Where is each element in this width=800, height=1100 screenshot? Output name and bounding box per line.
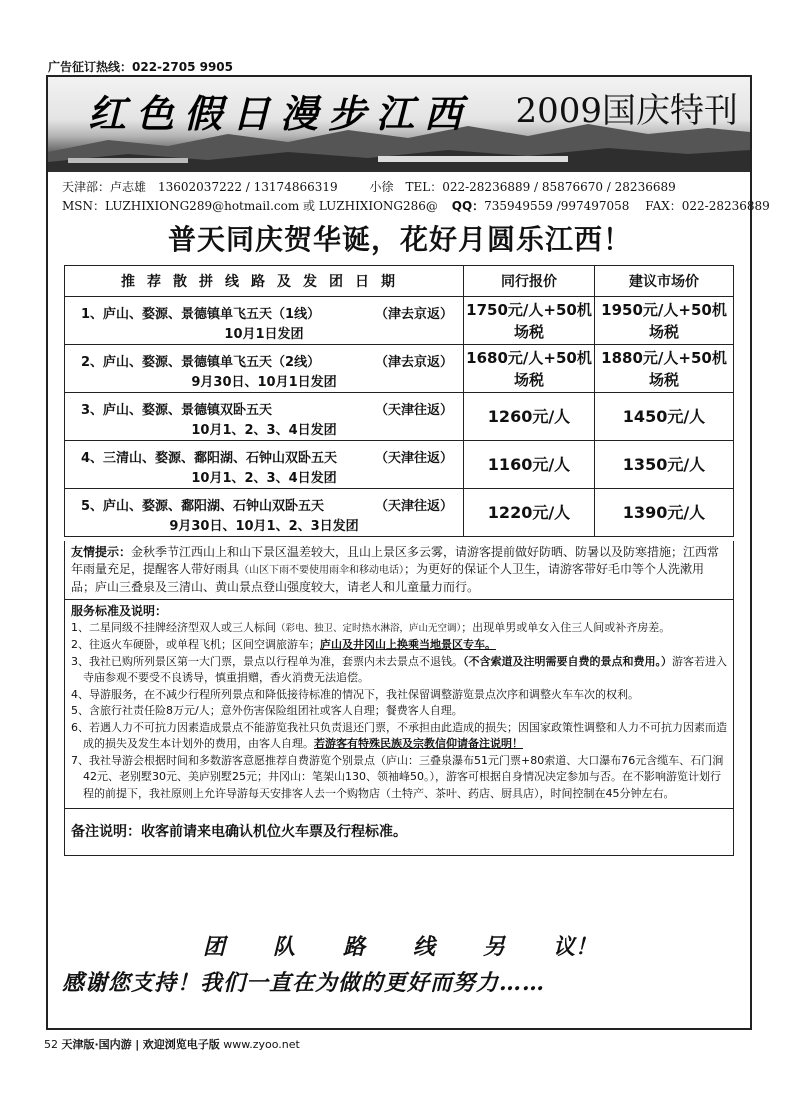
footer-separator: | bbox=[135, 1038, 140, 1051]
route-name: 4、三清山、婺源、鄱阳湖、石钟山双卧五天 bbox=[81, 451, 338, 466]
contact-qq: 735949559 /997497058 bbox=[484, 199, 630, 213]
standard-underlined-text: 若游客有特殊民族及宗教信仰请备注说明！ bbox=[314, 737, 523, 750]
footer-edition: 天津版·国内游 bbox=[61, 1038, 132, 1051]
footer bbox=[44, 1036, 300, 1052]
routes-table bbox=[64, 265, 734, 537]
team-char: 队 bbox=[272, 934, 295, 960]
header-routes: 推荐散拼线路及发团日期 bbox=[65, 266, 464, 297]
friendly-tips bbox=[65, 541, 733, 599]
team-char: 路 bbox=[342, 934, 365, 960]
standards-heading: 服务标准及说明： bbox=[71, 604, 168, 618]
market-price: 1350元/人 bbox=[595, 441, 734, 489]
standard-item bbox=[71, 654, 727, 687]
team-char: 团 bbox=[202, 934, 225, 960]
team-char: 线 bbox=[413, 934, 436, 960]
contact-row-1 bbox=[62, 178, 752, 197]
market-price: 1450元/人 bbox=[595, 393, 734, 441]
route-note: （天津往返） bbox=[374, 403, 453, 418]
banner bbox=[48, 77, 750, 172]
standard-item: 5、含旅行社责任险8万元/人；意外伤害保险组团社或客人自理；餐费客人自理。 bbox=[71, 704, 463, 717]
market-price: 1950元/人+50机场税 bbox=[595, 297, 734, 345]
ad-hotline: 广告征订热线：022-2705 9905 bbox=[48, 60, 234, 74]
contact-row-2 bbox=[62, 197, 770, 216]
peer-price: 1750元/人+50机场税 bbox=[464, 297, 595, 345]
route-note: （津去京返） bbox=[374, 307, 453, 322]
route-name: 3、庐山、婺源、景德镇双卧五天 bbox=[81, 403, 273, 418]
standard-item bbox=[71, 620, 727, 638]
peer-price: 1260元/人 bbox=[464, 393, 595, 441]
route-cell bbox=[65, 345, 464, 393]
peer-price: 1160元/人 bbox=[464, 441, 595, 489]
tips-label: 友情提示： bbox=[71, 545, 132, 559]
table-row bbox=[65, 345, 734, 393]
remark: 备注说明：收客前请来电确认机位火车票及行程标准。 bbox=[65, 808, 733, 855]
standard-item: 7、我社导游会根据时间和多数游客意愿推荐自费游览个别景点（庐山：三叠泉瀑布51元门票+80索道、大口瀑布76元含缆车、石门涧42元、老别墅30元、美庐别墅25元；井冈山：笔架山130、领袖峰50。），游客可根据自身情况决定参加与否。在不影响游览计划行程的前提下，我社原则上允许导游每天安排客人去一个购物店（土特产、茶叶、药店、厨具店），时间控制在45分钟左右。 bbox=[71, 753, 724, 800]
service-standards bbox=[65, 599, 733, 808]
table-row bbox=[65, 441, 734, 489]
tips-text-2: ；为更好的保证个人卫生，请游客带好毛巾等个人洗漱用品；庐山三叠泉及三清山、黄山景点登山强度较大，请老人和儿童量力而行。 bbox=[71, 562, 705, 594]
standard-text: 1、二星同级不挂牌经济型双人或三人标间 bbox=[71, 620, 276, 634]
standard-item bbox=[71, 637, 727, 654]
table-header-row bbox=[65, 266, 734, 297]
thanks-slogan: 感谢您支持！我们一直在为做的更好而努力…… bbox=[62, 970, 546, 996]
contact-xiaoxu: 小徐 TEL：022-28236889 / 85876670 / 28236689 bbox=[369, 180, 676, 194]
standard-item: 4、导游服务，在不减少行程所列景点和降低接待标准的情况下，我社保留调整游览景点次序和调整火车车次的权利。 bbox=[71, 687, 639, 701]
team-route-notice bbox=[0, 930, 800, 961]
headline: 普天同庆贺华诞，花好月圆乐江西！ bbox=[167, 223, 632, 256]
contact-info bbox=[62, 178, 770, 216]
header-peer-price: 同行报价 bbox=[464, 266, 595, 297]
route-date: 10月1、2、3、4日发团 bbox=[191, 423, 337, 438]
standard-bold-text: （不含索道及注明需要自费的景点和费用。） bbox=[463, 654, 672, 668]
contact-fax: FAX：022-28236889 bbox=[645, 199, 770, 213]
page-number: 52 bbox=[44, 1038, 58, 1051]
banner-title: 红色假日漫步江西 bbox=[88, 91, 473, 136]
standard-text: 2、往返火车硬卧，或单程飞机；区间空调旅游车； bbox=[71, 638, 320, 651]
standard-text: ；出现单男或单女入住三人间或补齐房差。 bbox=[461, 620, 671, 634]
contact-msn: MSN：LUZHIXIONG289@hotmail.com 或 LUZHIXIONG286@ bbox=[62, 199, 438, 213]
route-date: 9月30日、10月1日发团 bbox=[191, 375, 337, 390]
team-char: 另 bbox=[483, 934, 506, 960]
route-date: 10月1、2、3、4日发团 bbox=[191, 471, 337, 486]
team-char: 议！ bbox=[553, 934, 598, 960]
tips-small-note: （山区下雨不要使用雨伞和移动电话） bbox=[239, 565, 405, 576]
footer-url[interactable]: www.zyoo.net bbox=[223, 1038, 300, 1051]
route-date: 10月1日发团 bbox=[224, 327, 304, 342]
market-price: 1390元/人 bbox=[595, 489, 734, 537]
standard-small-text: （彩电、独卫、定时热水淋浴，庐山无空调） bbox=[276, 622, 462, 634]
route-cell bbox=[65, 297, 464, 345]
table-row bbox=[65, 297, 734, 345]
header-market-price: 建议市场价 bbox=[595, 266, 734, 297]
contact-tianjin: 天津部：卢志雄 13602037222 / 13174866319 bbox=[62, 180, 338, 194]
route-note: （天津往返） bbox=[374, 499, 453, 514]
route-cell bbox=[65, 393, 464, 441]
market-price: 1880元/人+50机场税 bbox=[595, 345, 734, 393]
standard-underlined-text: 庐山及井冈山上换乘当地景区专车。 bbox=[320, 638, 496, 651]
standard-item bbox=[71, 720, 727, 753]
route-cell bbox=[65, 441, 464, 489]
peer-price: 1680元/人+50机场税 bbox=[464, 345, 595, 393]
route-cell bbox=[65, 489, 464, 537]
route-name: 5、庐山、婺源、鄱阳湖、石钟山双卧五天 bbox=[81, 499, 325, 514]
standard-text: 游客若进入寺庙参观不要受不良诱导，慎重捐赠，香火消费无法追偿。 bbox=[83, 654, 727, 684]
standard-text: 6、若遇人力不可抗力因素造成景点不能游览我社只负责退还门票，不承担由此造成的损失；因国家政策性调整和人力不可抗力因素而造成的损失及发生本计划外的费用，由客人自理。 bbox=[71, 720, 727, 750]
tips-text: 金秋季节江西山上和山下景区温差较大，且山上景区多云雾，请游客提前做好防晒、防暑以及防寒措施；江西常年雨量充足，提醒客人带好雨具 bbox=[71, 545, 720, 576]
table-row bbox=[65, 393, 734, 441]
peer-price: 1220元/人 bbox=[464, 489, 595, 537]
route-note: （津去京返） bbox=[374, 355, 453, 370]
route-name: 2、庐山、婺源、景德镇单飞五天（2线） bbox=[81, 355, 321, 370]
table-row bbox=[65, 489, 734, 537]
footer-slogan: 欢迎浏览电子版 bbox=[142, 1038, 220, 1051]
route-date: 9月30日、10月1、2、3日发团 bbox=[169, 519, 359, 534]
banner-edition: 2009国庆特刊 bbox=[515, 91, 738, 131]
standard-text: 3、我社已购所列景区第一大门票，景点以行程单为准，套票内未去景点不退钱。 bbox=[71, 654, 463, 668]
contact-qq-label: QQ： bbox=[451, 199, 485, 213]
route-note: （天津往返） bbox=[374, 451, 453, 466]
route-name: 1、庐山、婺源、景德镇单飞五天（1线） bbox=[81, 307, 321, 322]
notes-section bbox=[64, 541, 734, 856]
